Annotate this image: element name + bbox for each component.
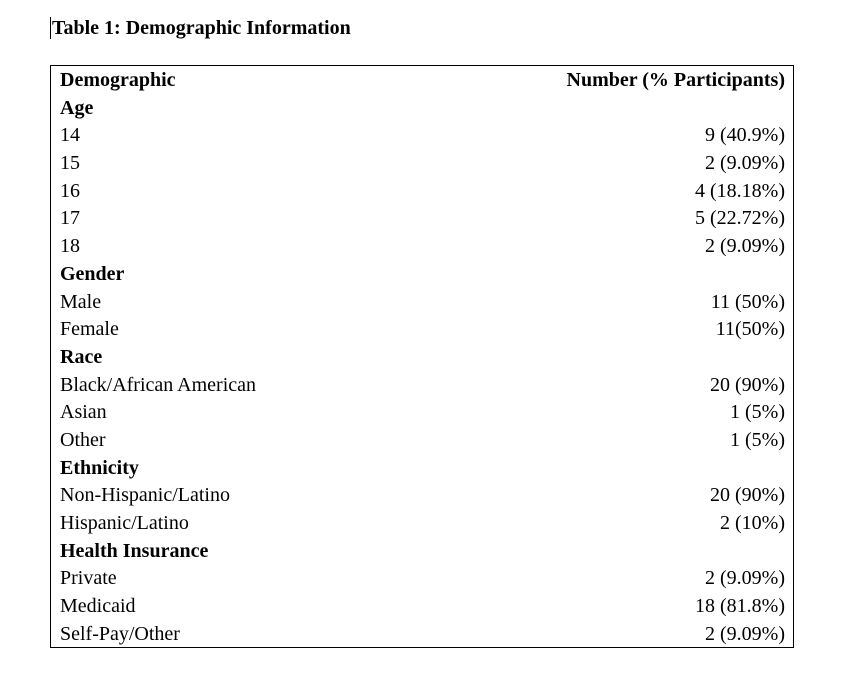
row-value: 18 (81.8%) [695,595,785,618]
table-row [51,565,793,593]
row-label: Black/African American [60,373,257,396]
row-label: Non-Hispanic/Latino [60,484,230,507]
row-label: Other [60,428,106,451]
row-value: 2 (9.09%) [705,622,785,645]
row-value: 1 (5%) [730,401,785,424]
row-label: Self-Pay/Other [60,622,180,645]
table-row [51,316,793,344]
table-row [51,399,793,427]
table-row [51,233,793,261]
section-heading-health-insurance [51,538,793,566]
row-value: 11(50%) [715,318,785,341]
table-row [51,178,793,206]
section-label: Age [60,96,94,119]
row-label: Male [60,290,102,313]
section-heading-gender [51,261,793,289]
row-label: 18 [60,235,80,258]
section-label: Race [60,345,103,368]
section-label: Ethnicity [60,456,139,479]
table-row [51,593,793,621]
row-label: 15 [60,152,80,175]
row-label: 16 [60,179,80,202]
table-row [51,122,793,150]
section-heading-ethnicity [51,455,793,483]
table-row [51,621,793,649]
row-value: 20 (90%) [710,484,785,507]
row-value: 1 (5%) [730,428,785,451]
row-value: 4 (18.18%) [695,179,785,202]
row-label: Hispanic/Latino [60,512,189,534]
table-row [51,150,793,178]
row-value: 9 (40.9%) [705,124,785,147]
table-body [51,67,793,648]
section-label: Gender [60,262,125,285]
row-value: 2 (10%) [720,512,785,534]
table-row [51,205,793,233]
text-cursor [50,17,51,39]
table-row [51,510,793,538]
section-label: Health Insurance [60,539,209,562]
table-row [51,482,793,510]
row-label: Private [60,567,117,590]
section-heading-race [51,344,793,372]
row-value: 11 (50%) [710,290,785,313]
table-header-row [51,67,793,95]
row-value: 2 (9.09%) [705,235,785,258]
table-row [51,372,793,400]
row-label: Medicaid [60,595,136,618]
demographic-table [50,65,794,648]
row-label: Female [60,318,119,341]
header-number: Number (% Participants) [566,69,785,91]
table-row [51,427,793,455]
table-row [51,289,793,317]
row-value: 20 (90%) [710,373,785,396]
row-value: 5 (22.72%) [695,207,785,230]
row-label: 14 [60,124,80,147]
row-value: 2 (9.09%) [705,567,785,590]
table-caption: Table 1: Demographic Information [52,17,351,39]
header-demographic: Demographic [60,69,176,91]
section-heading-age [51,95,793,123]
row-value: 2 (9.09%) [705,152,785,175]
row-label: Asian [60,401,107,424]
row-label: 17 [60,207,80,230]
